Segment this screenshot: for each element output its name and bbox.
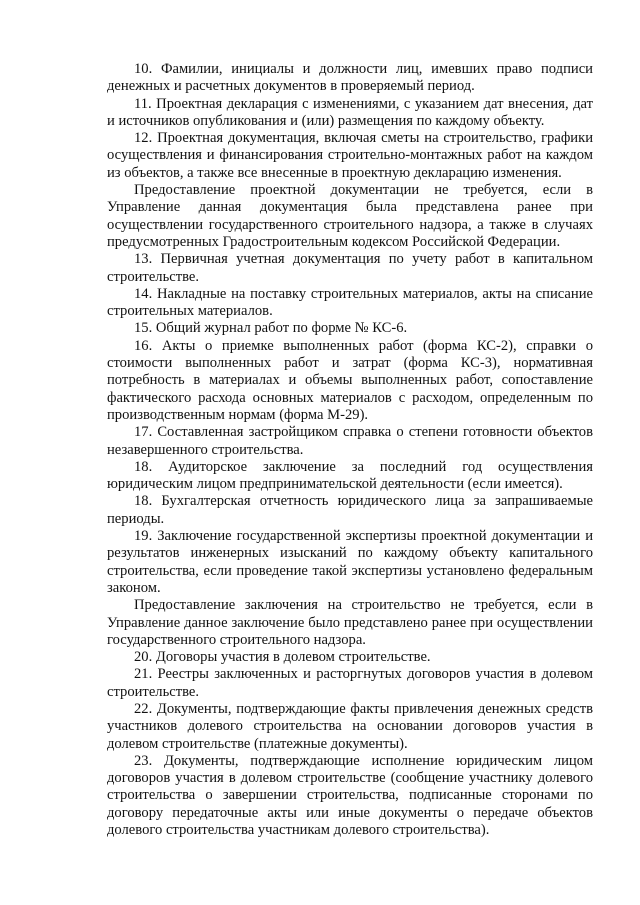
paragraph-item-16: 16. Акты о приемке выполненных работ (форма КС-2), справки о стоимости выполненных работ и затрат (форма КС-3), нормативная потребность в материалах и объемы выполненных работ, сопоставление фактического расхода основных материалов с расходом, определенным по производственным нормам (форма М-29). bbox=[107, 337, 593, 423]
paragraph-item-19: 19. Заключение государственной экспертизы проектной документации и результатов инженерных изысканий по каждому объекту капитального строительства, если проведение такой экспертизы установлено федеральным законом. bbox=[107, 528, 593, 596]
paragraph-item-11: 11. Проектная декларация с изменениями, с указанием дат внесения, дат и источников опубликования и (или) размещения по каждому объекту. bbox=[107, 95, 593, 129]
paragraph-item-21: 21. Реестры заключенных и расторгнутых договоров участия в долевом строительстве. bbox=[107, 666, 593, 700]
paragraph-item-20: 20. Договоры участия в долевом строительстве. bbox=[134, 649, 431, 666]
paragraph-item-17: 17. Составленная застройщиком справка о степени готовности объектов незавершенного строительства. bbox=[107, 424, 593, 458]
paragraph-item-15: 15. Общий журнал работ по форме № КС-6. bbox=[134, 320, 408, 337]
paragraph-item-12: 12. Проектная документация, включая сметы на строительство, графики осуществления и финансирования строительно-монтажных работ на каждом из объектов, а также все внесенные в проектную декларацию изменения. bbox=[107, 130, 593, 181]
paragraph-item-23: 23. Документы, подтверждающие исполнение юридическим лицом договоров участия в долевом строительстве (сообщение участнику долевого строительства о завершении строительства, подписанные сторонами по договору передаточные акты или иные документы о передаче объектов долевого строительства участникам долевого строительства). bbox=[107, 752, 593, 839]
paragraph-item-14: 14. Накладные на поставку строительных материалов, акты на списание строительных материалов. bbox=[107, 285, 593, 320]
paragraph-note-project-docs: Предоставление проектной документации не требуется, если в Управление данная документация была представлена ранее при осуществлении государственного строительного надзора, а также в случаях предусмотренных Градостроительным кодексом Российской Федерации. bbox=[107, 182, 593, 250]
paragraph-item-10: 10. Фамилии, инициалы и должности лиц, имевших право подписи денежных и расчетных документов в проверяемый период. bbox=[107, 61, 593, 95]
paragraph-note-expertise: Предоставление заключения на строительство не требуется, если в Управление данное заключение было представлено ранее при осуществлении государственного строительного надзора. bbox=[107, 597, 593, 648]
paragraph-item-13: 13. Первичная учетная документация по учету работ в капитальном строительстве. bbox=[107, 251, 593, 285]
paragraph-item-18-audit: 18. Аудиторское заключение за последний год осуществления юридическим лицом предпринимательской деятельности (если имеется). bbox=[107, 458, 593, 493]
document-page bbox=[107, 61, 593, 839]
paragraph-item-18-accounting: 18. Бухгалтерская отчетность юридического лица за запрашиваемые периоды. bbox=[107, 493, 593, 527]
paragraph-item-22: 22. Документы, подтверждающие факты привлечения денежных средств участников долевого строительства на основании договоров участия в долевом строительстве (платежные документы). bbox=[107, 700, 593, 752]
